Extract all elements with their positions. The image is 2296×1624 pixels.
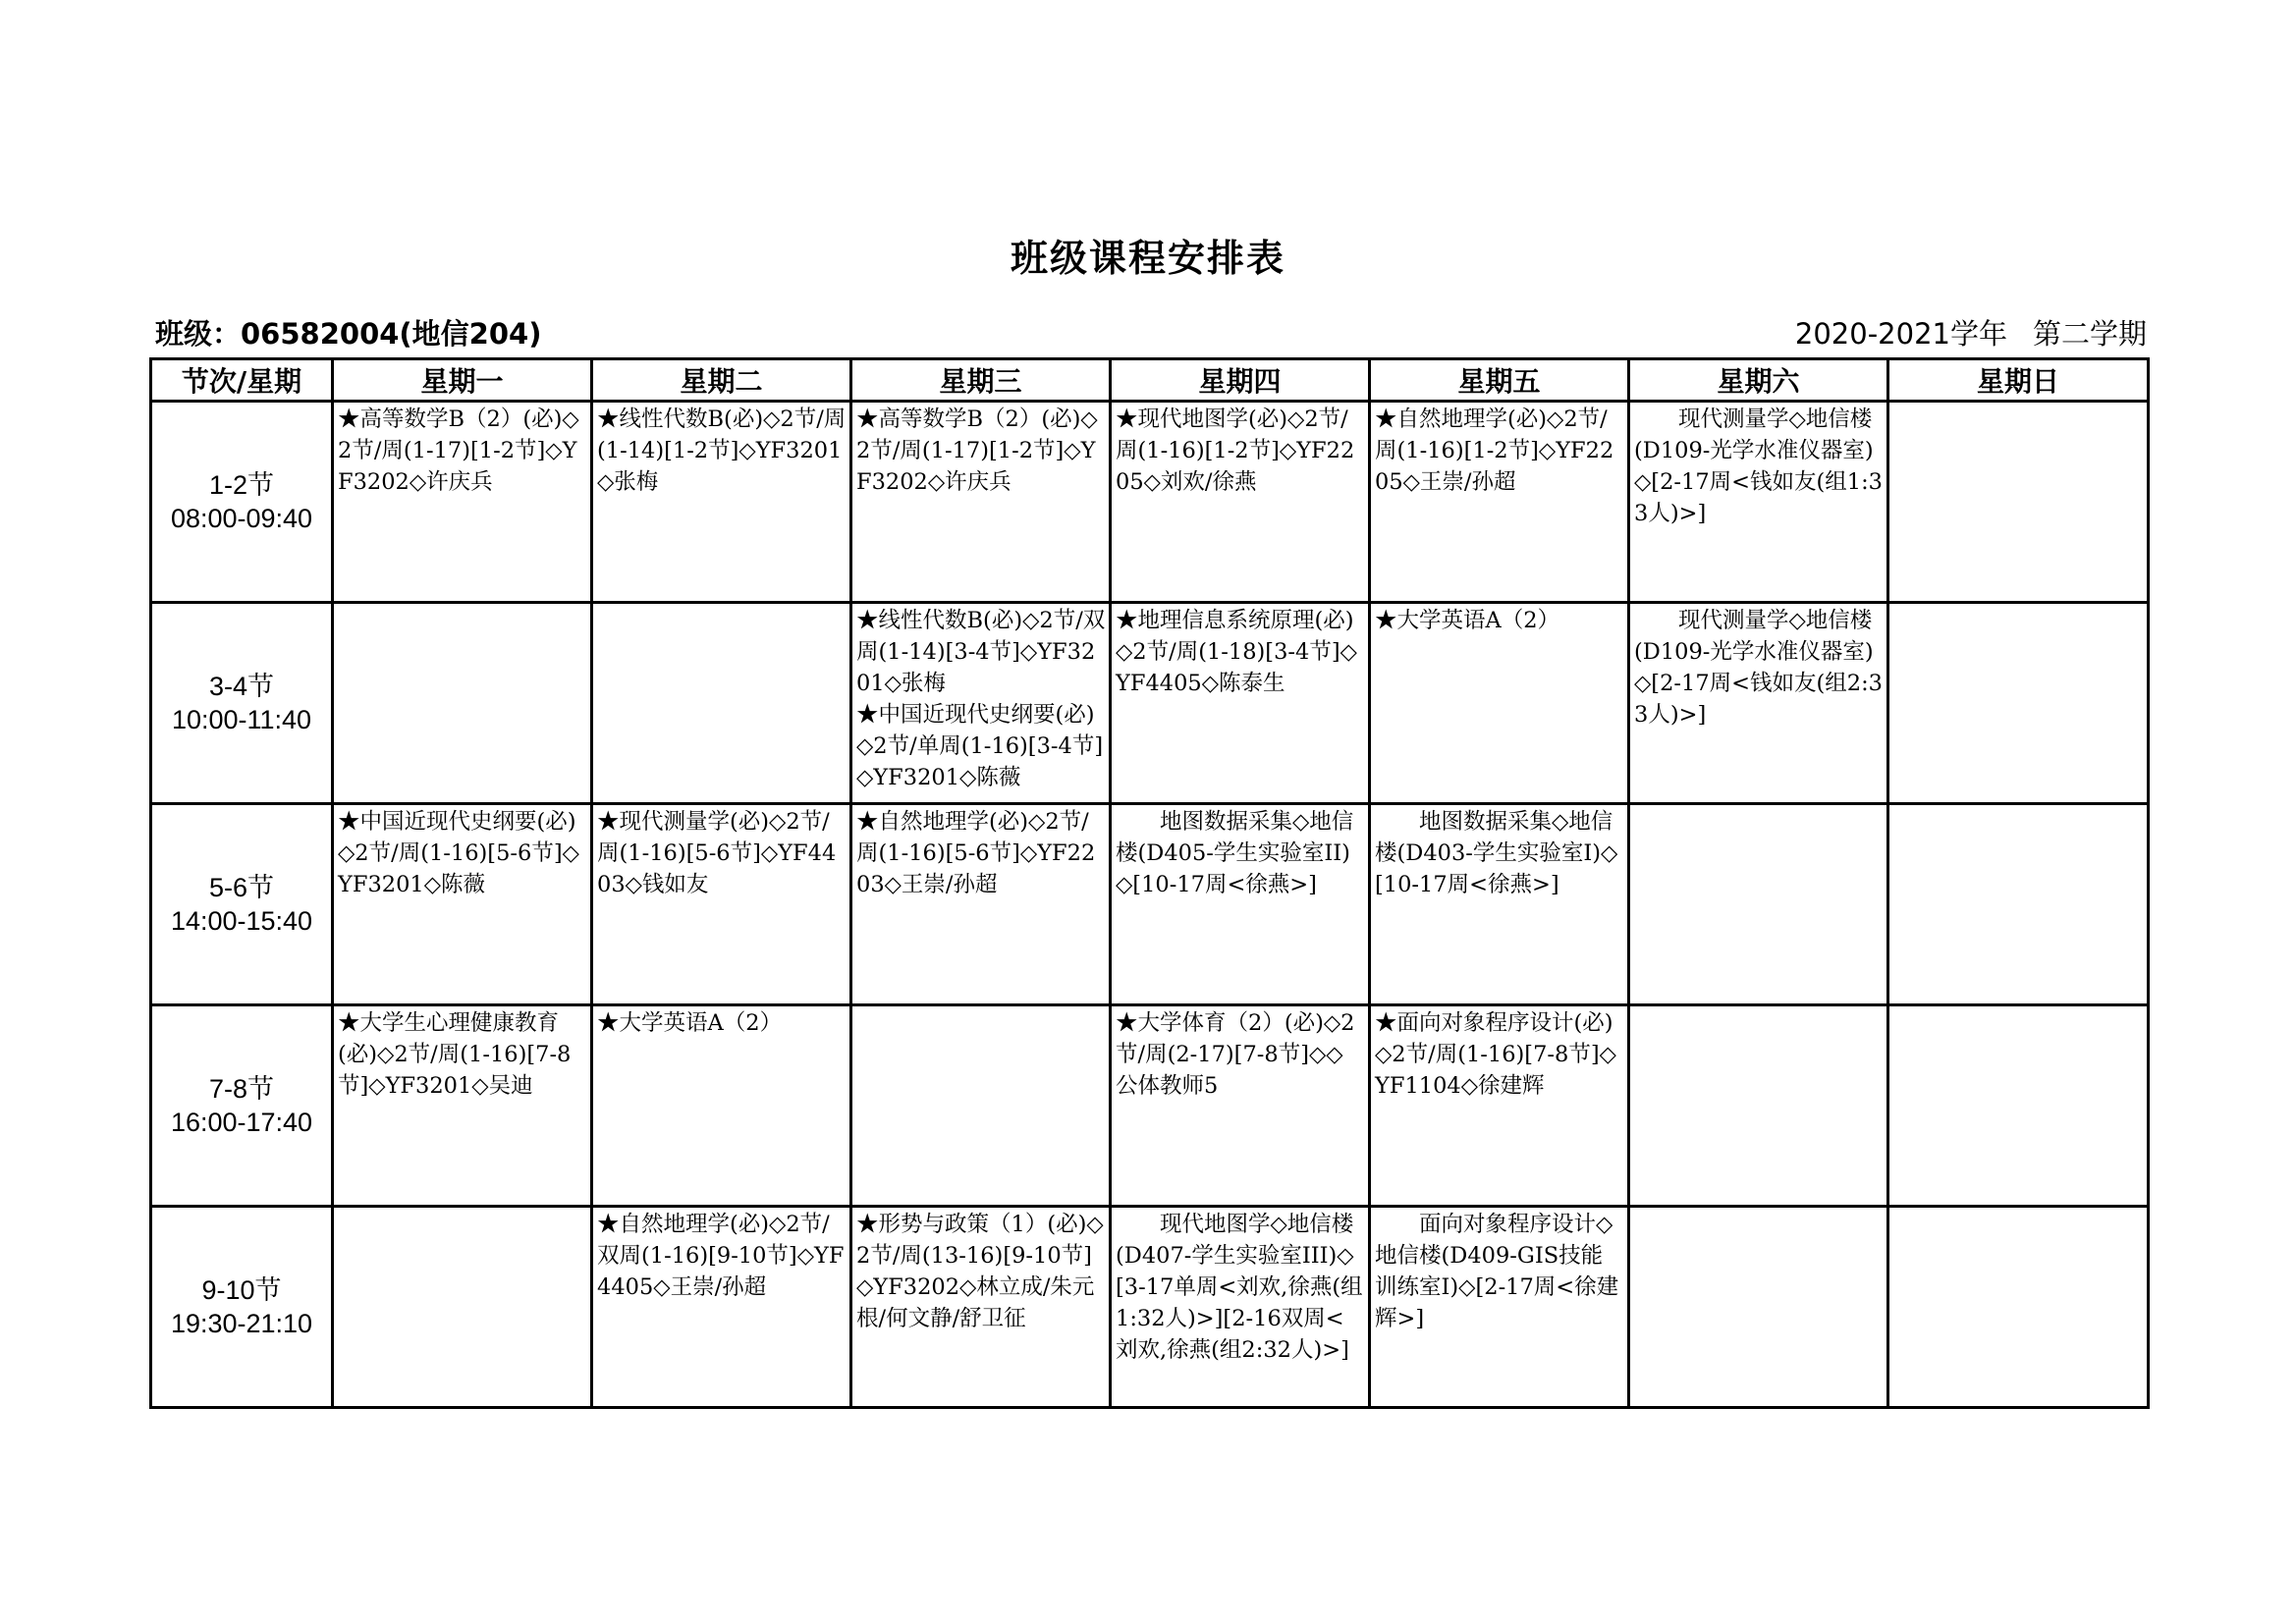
course-entry: 现代测量学◇地信楼(D109-光学水准仪器室)◇[2-17周<钱如友(组1:33人)>] (1634, 406, 1883, 526)
course-entry: ★中国近现代史纲要(必)◇2节/周(1-16)[5-6节]◇YF3201◇陈薇 (338, 809, 579, 897)
cell-content (1371, 1006, 1627, 1200)
schedule-cell-sunday (1888, 1005, 2149, 1207)
course-entry: 现代地图学◇地信楼(D407-学生实验室III)◇[3-17单周<刘欢,徐燕(组1:32人)>][2-16双周<刘欢,徐燕(组2:32人)>] (1116, 1212, 1363, 1363)
course-entry: ★面向对象程序设计(必)◇2节/周(1-16)[7-8节]◇YF1104◇徐建辉 (1375, 1010, 1616, 1099)
header-friday: 星期五 (1370, 359, 1629, 402)
cell-content (1889, 604, 2147, 797)
header-wednesday: 星期三 (851, 359, 1111, 402)
semester: 第二学期 (2032, 317, 2147, 351)
cell-content (1889, 403, 2147, 596)
cell-content (334, 1006, 590, 1200)
cell-content (852, 1208, 1109, 1401)
header-thursday: 星期四 (1111, 359, 1370, 402)
timetable-row (151, 603, 2149, 804)
period-cell (151, 603, 333, 804)
schedule-cell-tuesday (592, 804, 851, 1005)
cell-content (1630, 805, 1886, 999)
cell-content (1630, 1006, 1886, 1200)
course-entry: ★大学英语A（2） (597, 1010, 783, 1036)
cell-content (1630, 604, 1886, 797)
cell-content (852, 403, 1109, 596)
cell-content (1112, 403, 1368, 596)
schedule-cell-wednesday (851, 603, 1111, 804)
schedule-cell-saturday (1629, 1207, 1888, 1408)
schedule-cell-sunday (1888, 804, 2149, 1005)
course-entry: ★高等数学B（2）(必)◇2节/周(1-17)[1-2节]◇YF3202◇许庆兵 (856, 406, 1098, 495)
timetable-row (151, 1207, 2149, 1408)
course-entry: ★形势与政策（1）(必)◇2节/周(13-16)[9-10节]◇YF3202◇林立成/朱元根/何文静/舒卫征 (856, 1212, 1104, 1331)
course-entry: ★大学英语A（2） (1375, 608, 1560, 633)
cell-content (852, 1006, 1109, 1200)
schedule-cell-friday (1370, 804, 1629, 1005)
cell-content (1630, 403, 1886, 596)
schedule-cell-saturday (1629, 804, 1888, 1005)
schedule-cell-saturday (1629, 402, 1888, 603)
cell-content (593, 604, 849, 797)
timetable-row (151, 804, 2149, 1005)
period-time: 19:30-21:10 (170, 1309, 313, 1338)
schedule-cell-friday (1370, 1005, 1629, 1207)
schedule-cell-sunday (1888, 603, 2149, 804)
cell-content (1630, 1208, 1886, 1401)
schedule-cell-tuesday (592, 603, 851, 804)
cell-content (1112, 604, 1368, 797)
cell-content (1371, 805, 1627, 999)
header-monday: 星期一 (333, 359, 592, 402)
course-entry: ★现代测量学(必)◇2节/周(1-16)[5-6节]◇YF4403◇钱如友 (597, 809, 837, 897)
course-entry: ★地理信息系统原理(必)◇2节/周(1-18)[3-4节]◇YF4405◇陈泰生 (1116, 608, 1357, 696)
schedule-cell-thursday (1111, 1207, 1370, 1408)
schedule-cell-monday (333, 1005, 592, 1207)
cell-content (334, 604, 590, 797)
period-label: 7-8节 (208, 1074, 275, 1104)
cell-content (1889, 1208, 2147, 1401)
schedule-cell-friday (1370, 1207, 1629, 1408)
schedule-cell-wednesday (851, 1207, 1111, 1408)
schedule-cell-wednesday (851, 402, 1111, 603)
schedule-cell-sunday (1888, 1207, 2149, 1408)
schedule-cell-friday (1370, 603, 1629, 804)
cell-content (1112, 805, 1368, 999)
period-cell (151, 402, 333, 603)
period-label: 3-4节 (208, 672, 275, 701)
period-label: 5-6节 (208, 873, 275, 902)
schedule-cell-sunday (1888, 402, 2149, 603)
term-info (1795, 312, 2147, 352)
header-tuesday: 星期二 (592, 359, 851, 402)
course-entry: ★大学体育（2）(必)◇2节/周(2-17)[7-8节]◇◇公体教师5 (1116, 1010, 1355, 1099)
course-entry: ★大学生心理健康教育(必)◇2节/周(1-16)[7-8节]◇YF3201◇吴迪 (338, 1010, 572, 1099)
schedule-cell-thursday (1111, 603, 1370, 804)
period-time: 10:00-11:40 (171, 705, 312, 734)
header-sunday: 星期日 (1888, 359, 2149, 402)
cell-content (1112, 1006, 1368, 1200)
cell-content (1889, 1006, 2147, 1200)
course-entry: ★自然地理学(必)◇2节/周(1-16)[5-6节]◇YF2203◇王崇/孙超 (856, 809, 1096, 897)
schedule-cell-thursday (1111, 402, 1370, 603)
period-label: 9-10节 (201, 1275, 282, 1305)
schedule-cell-friday (1370, 402, 1629, 603)
course-entry: 现代测量学◇地信楼(D109-光学水准仪器室)◇[2-17周<钱如友(组2:33人)>] (1634, 608, 1883, 728)
cell-content (1371, 604, 1627, 797)
period-time: 08:00-09:40 (170, 504, 313, 533)
cell-content (334, 805, 590, 999)
period-cell (151, 1005, 333, 1207)
timetable (149, 357, 2150, 1409)
schedule-cell-tuesday (592, 402, 851, 603)
period-time: 16:00-17:40 (170, 1108, 313, 1137)
cell-content (593, 1006, 849, 1200)
page-title: 班级课程安排表 (1010, 237, 1285, 280)
course-entry: ★高等数学B（2）(必)◇2节/周(1-17)[1-2节]◇YF3202◇许庆兵 (338, 406, 579, 495)
cell-content (593, 1208, 849, 1401)
cell-content (334, 403, 590, 596)
course-entry: 地图数据采集◇地信楼(D403-学生实验室Ⅰ)◇[10-17周<徐燕>] (1375, 809, 1618, 897)
schedule-cell-wednesday (851, 1005, 1111, 1207)
cell-content (852, 805, 1109, 999)
header-row (151, 359, 2149, 402)
cell-content (1112, 1208, 1368, 1401)
cell-content (1889, 805, 2147, 999)
period-time: 14:00-15:40 (170, 906, 313, 936)
period-cell (151, 804, 333, 1005)
course-entry: 地图数据采集◇地信楼(D405-学生实验室II)◇[10-17周<徐燕>] (1116, 809, 1354, 897)
period-cell (151, 1207, 333, 1408)
cell-content (593, 403, 849, 596)
course-entry: ★现代地图学(必)◇2节/周(1-16)[1-2节]◇YF2205◇刘欢/徐燕 (1116, 406, 1355, 495)
schedule-cell-wednesday (851, 804, 1111, 1005)
schedule-cell-tuesday (592, 1207, 851, 1408)
course-entry: ★自然地理学(必)◇2节/周(1-16)[1-2节]◇YF2205◇王崇/孙超 (1375, 406, 1614, 495)
schedule-cell-monday (333, 603, 592, 804)
academic-year: 2020-2021学年 (1794, 317, 2007, 351)
cell-content (593, 805, 849, 999)
schedule-cell-thursday (1111, 1005, 1370, 1207)
schedule-cell-monday (333, 804, 592, 1005)
course-entry: ★线性代数B(必)◇2节/双周(1-14)[3-4节]◇YF3201◇张梅 (856, 608, 1106, 696)
schedule-cell-saturday (1629, 1005, 1888, 1207)
schedule-cell-monday (333, 1207, 592, 1408)
schedule-cell-thursday (1111, 804, 1370, 1005)
course-entry: ★自然地理学(必)◇2节/双周(1-16)[9-10节]◇YF4405◇王崇/孙超 (597, 1212, 845, 1300)
schedule-cell-monday (333, 402, 592, 603)
cell-content (1371, 403, 1627, 596)
cell-content (852, 604, 1109, 797)
header-saturday: 星期六 (1629, 359, 1888, 402)
schedule-cell-saturday (1629, 603, 1888, 804)
header-period-weekday: 节次/星期 (151, 359, 333, 402)
cell-content (1371, 1208, 1627, 1401)
period-label: 1-2节 (208, 470, 275, 500)
course-entry: ★线性代数B(必)◇2节/周(1-14)[1-2节]◇YF3201◇张梅 (597, 406, 847, 495)
course-entry: 面向对象程序设计◇地信楼(D409-GIS技能训练室Ⅰ)◇[2-17周<徐建辉>] (1375, 1212, 1619, 1331)
timetable-row (151, 1005, 2149, 1207)
course-entry: ★中国近现代史纲要(必)◇2节/单周(1-16)[3-4节]◇YF3201◇陈薇 (856, 702, 1104, 790)
timetable-row (151, 402, 2149, 603)
class-label: 班级：06582004(地信204) (155, 317, 542, 351)
schedule-cell-tuesday (592, 1005, 851, 1207)
cell-content (334, 1208, 590, 1401)
